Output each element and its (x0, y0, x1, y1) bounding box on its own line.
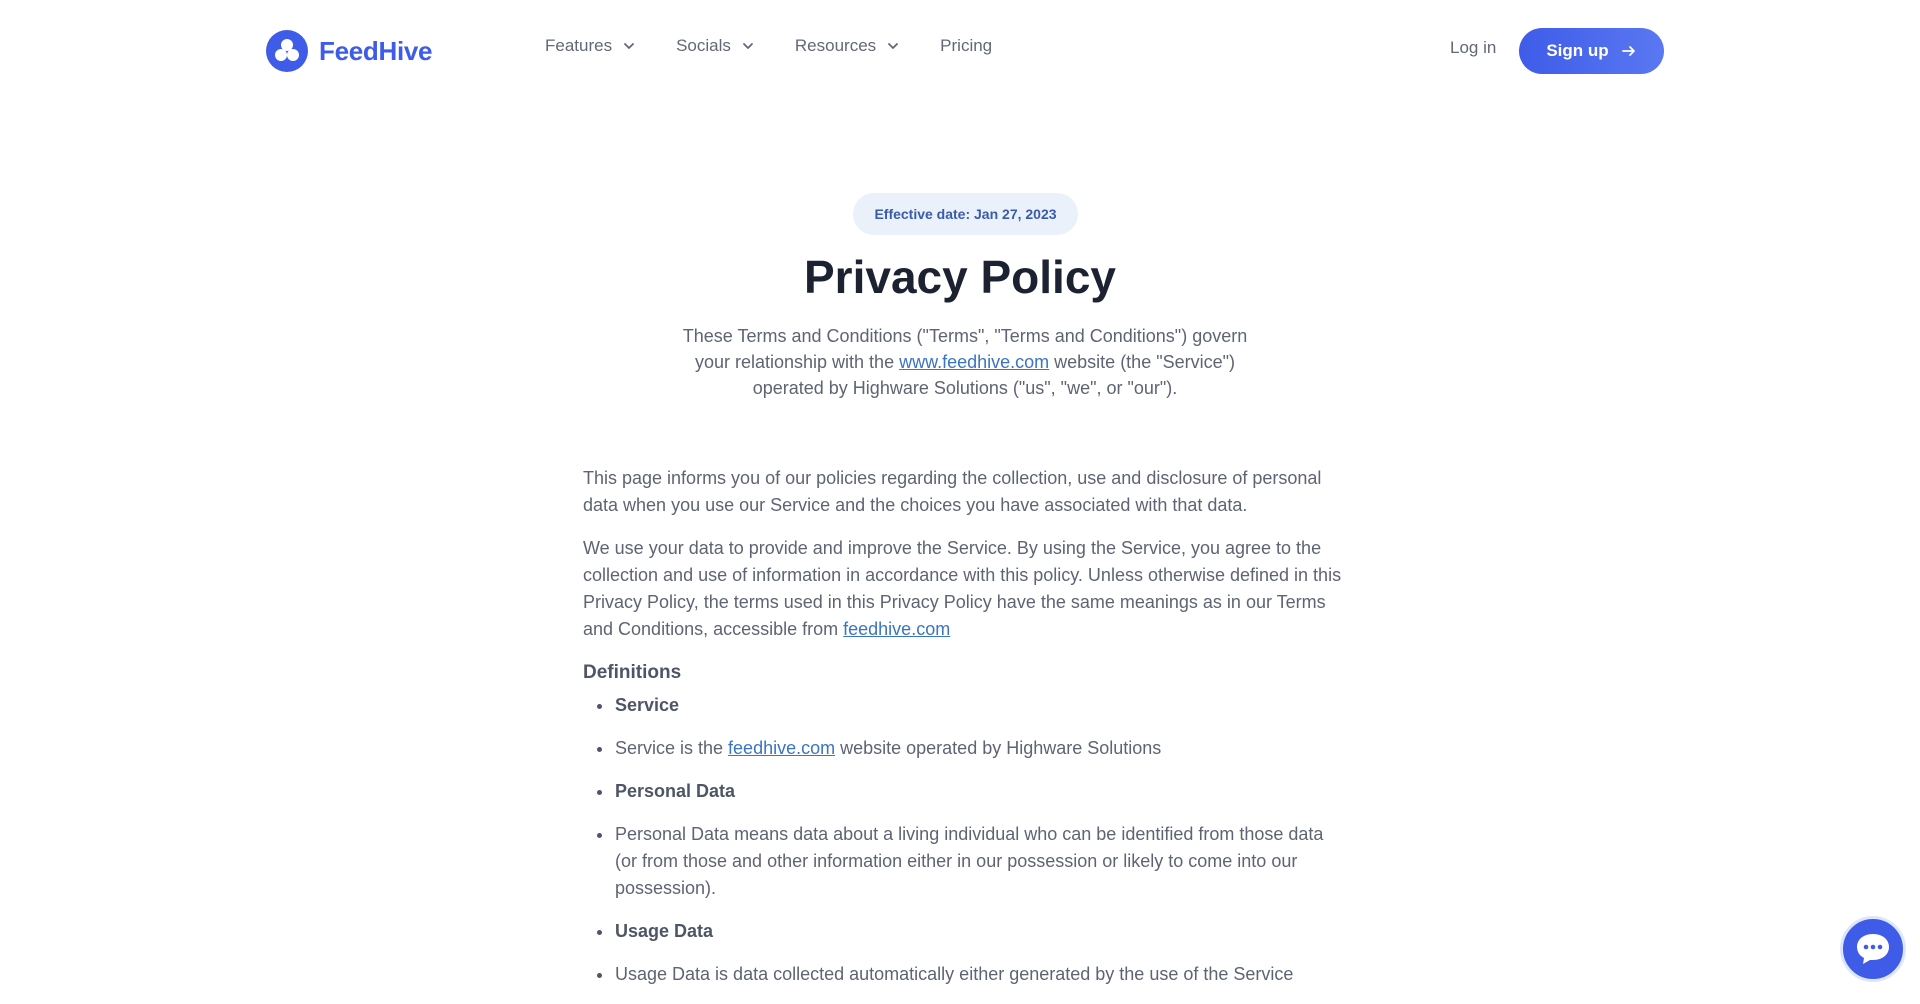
nav-resources[interactable] (795, 36, 900, 56)
intro-text-end: website (the "Service") operated by Highware Solutions ("us", "we", or "our"). (752, 352, 1236, 398)
nav-pricing-label: Pricing (940, 36, 993, 55)
chat-bubble-icon (1854, 931, 1892, 967)
list-item: Personal Data (583, 778, 1347, 805)
policy-content (583, 465, 1347, 1004)
feedhive-website-link[interactable]: www.feedhive.com (899, 352, 1050, 372)
policy-paragraph: This page informs you of our policies regarding the collection, use and disclosure of personal data when you use our Service and the choices you have associated with that data. (583, 468, 1322, 515)
nav-socials-label: Socials (676, 36, 731, 55)
intro-text-start: These Terms and Conditions ("Terms", "Terms and Conditions") govern your relationship with the (682, 326, 1248, 372)
nav-features[interactable] (545, 36, 636, 56)
definition-text: website operated by Highware Solutions (835, 738, 1162, 758)
login-link[interactable]: Log in (1450, 38, 1497, 57)
nav-pricing[interactable] (940, 36, 992, 56)
nav-socials[interactable] (676, 36, 755, 56)
intro-text (665, 323, 1265, 401)
list-item: Usage Data (583, 918, 1347, 945)
chevron-down-icon (886, 39, 900, 53)
list-item (583, 735, 1347, 762)
policy-paragraph-text: We use your data to provide and improve the Service. By using the Service, you agree to the collection and use of information in accordance with this policy. Unless otherwise defined in this Privacy Policy, the terms used in this Privacy Policy have the same meanings as in our Terms and Conditions, accessible from (583, 538, 1342, 639)
site-header (0, 0, 1920, 102)
list-item: Service (583, 692, 1347, 719)
effective-date-badge: Effective date: Jan 27, 2023 (853, 193, 1078, 235)
list-item: Usage Data is data collected automatically either generated by the use of the Service (583, 961, 1347, 988)
definitions-heading: Definitions (583, 662, 682, 683)
feedhive-link[interactable]: feedhive.com (728, 738, 836, 758)
arrow-right-icon (1621, 43, 1637, 59)
chevron-down-icon (622, 39, 636, 53)
page-title: Privacy Policy (804, 251, 1116, 303)
policy-paragraph (583, 535, 1347, 643)
main-nav (545, 36, 1032, 56)
chevron-down-icon (741, 39, 755, 53)
definition-text: Service is the (615, 738, 729, 758)
signup-button[interactable] (1519, 28, 1664, 74)
definitions-list (583, 692, 1347, 988)
signup-label: Sign up (1546, 41, 1609, 60)
brand-logo[interactable] (266, 30, 432, 72)
feedhive-logo-icon (266, 30, 308, 72)
list-item: Personal Data means data about a living individual who can be identified from those data (or from those and other information either in our possession or likely to come into our possession). (583, 821, 1347, 902)
chat-widget-button[interactable] (1840, 916, 1906, 982)
nav-features-label: Features (545, 36, 613, 55)
brand-name: FeedHive (319, 35, 433, 66)
feedhive-link[interactable]: feedhive.com (843, 619, 951, 639)
nav-resources-label: Resources (794, 36, 877, 55)
